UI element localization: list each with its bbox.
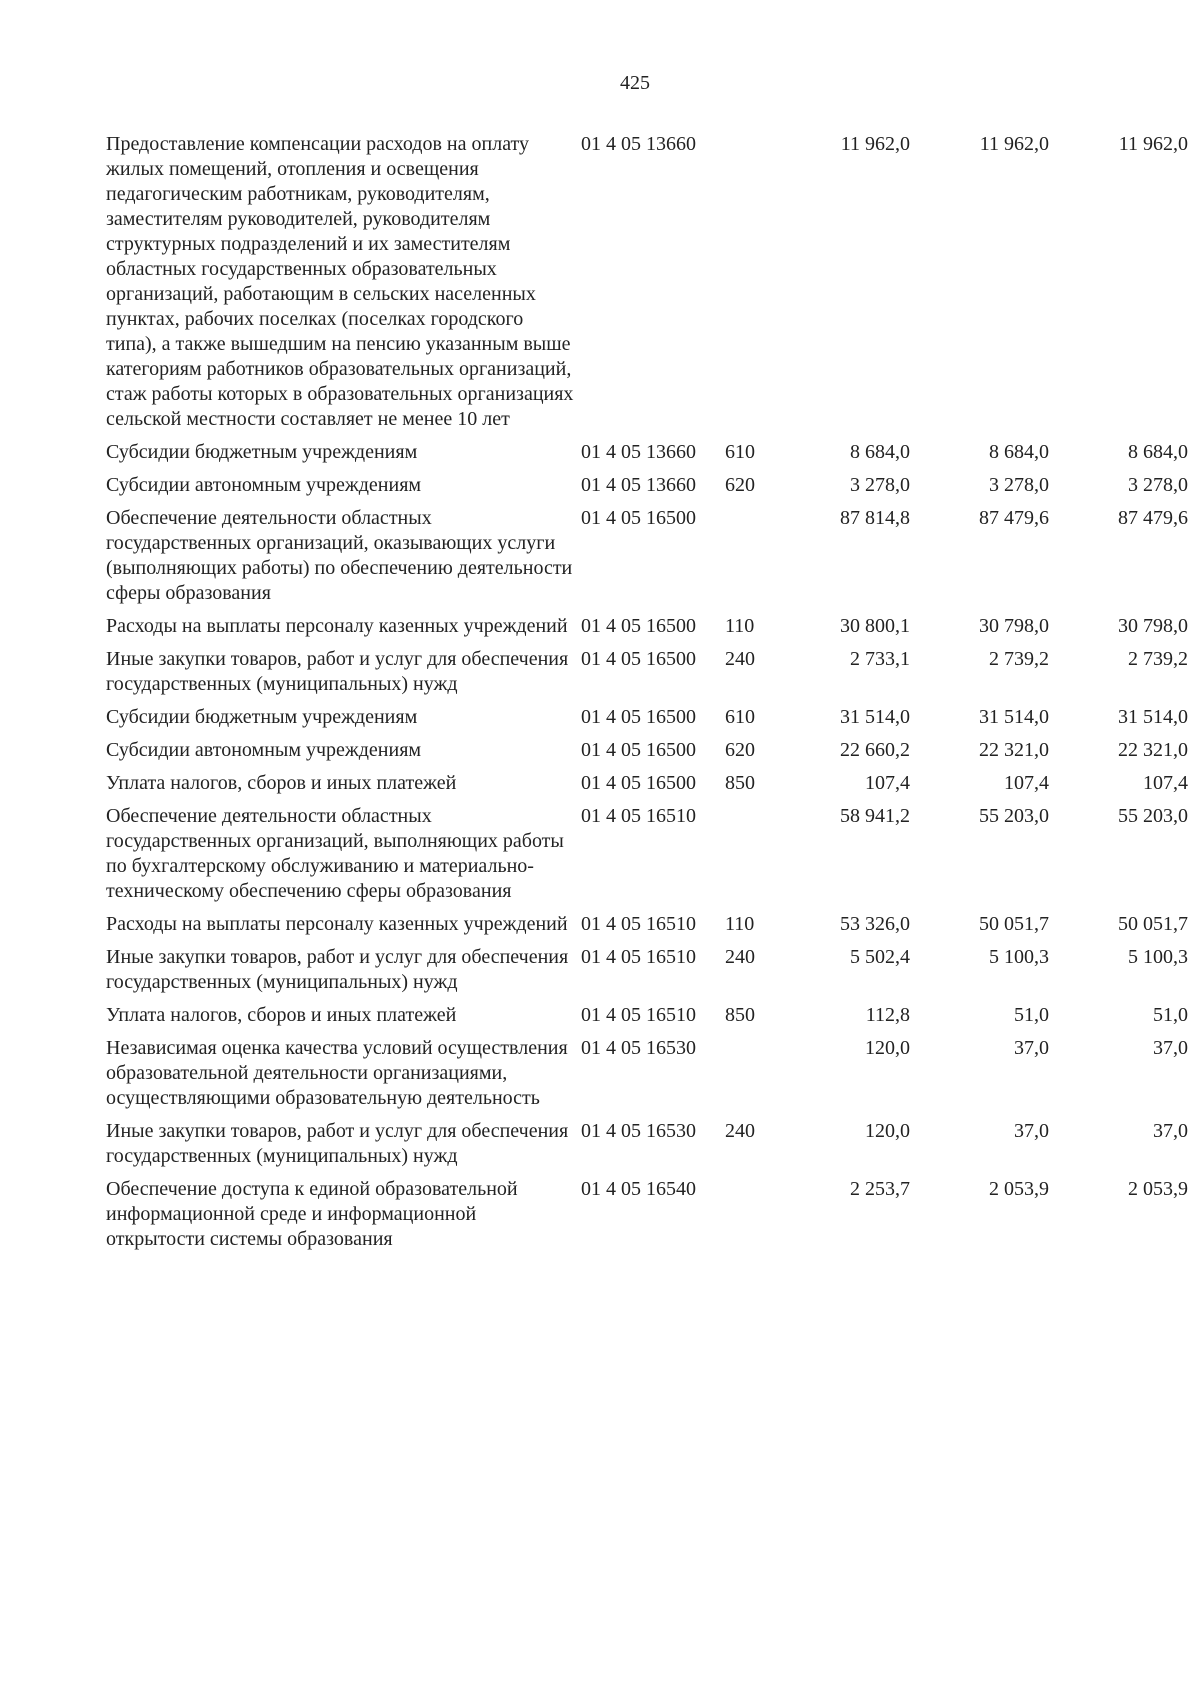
row-code: 01 4 05 16530 [581,1037,696,1059]
row-value-2: 2 739,2 [989,648,1049,670]
row-code: 01 4 05 13660 [581,133,696,155]
row-value-3: 55 203,0 [1118,805,1188,827]
row-value-2: 55 203,0 [979,805,1049,827]
table-row [106,473,1188,506]
row-expense-type: 620 [725,474,755,496]
budget-table [106,132,1188,1260]
row-expense-type [725,804,771,912]
row-value-2: 2 053,9 [989,1178,1049,1200]
row-expense-type: 110 [725,913,755,935]
row-value-2: 11 962,0 [979,133,1049,155]
row-value-2: 51,0 [1014,1004,1049,1026]
row-expense-type: 620 [725,739,755,761]
row-name: Расходы на выплаты персоналу казенных учреждений [106,615,568,637]
row-value-1: 30 800,1 [840,615,910,637]
row-value-2: 87 479,6 [979,507,1049,529]
row-value-2: 107,4 [1004,772,1049,794]
table-row [106,804,1188,912]
row-value-3: 30 798,0 [1118,615,1188,637]
table-row [106,647,1188,705]
table-row [106,738,1188,771]
row-value-1: 2 733,1 [850,648,910,670]
row-value-3: 107,4 [1143,772,1188,794]
row-value-2: 50 051,7 [979,913,1049,935]
row-value-1: 53 326,0 [840,913,910,935]
row-name: Субсидии бюджетным учреждениям [106,441,418,463]
row-name: Обеспечение деятельности областных государственных организаций, оказывающих услуги (выполняющих работы) по обеспечению деятельности сферы образования [106,507,573,604]
row-value-1: 22 660,2 [840,739,910,761]
row-name: Обеспечение деятельности областных государственных организаций, выполняющих работы по бухгалтерскому обслуживанию и материально-техническому обеспечению сферы образования [106,805,564,902]
row-code: 01 4 05 16510 [581,946,696,968]
row-name: Предоставление компенсации расходов на оплату жилых помещений, отопления и освещения педагогическим работникам, руководителям, заместителям руководителей, руководителям структурных подразделений и их заместителям областных государственных образовательных организаций, работающим в сельских населенных пунктах, рабочих поселках (поселках городского типа), а также вышедшим на пенсию указанным выше категориям работников образовательных организаций, стаж работы которых в образовательных организациях сельской местности составляет не менее 10 лет [106,133,574,430]
row-name: Субсидии бюджетным учреждениям [106,706,418,728]
row-expense-type [725,506,771,614]
table-body [106,132,1188,1260]
row-value-2: 37,0 [1014,1037,1049,1059]
row-expense-type: 850 [725,1004,755,1026]
row-expense-type: 610 [725,441,755,463]
row-value-3: 5 100,3 [1128,946,1188,968]
row-value-2: 37,0 [1014,1120,1049,1142]
row-code: 01 4 05 16500 [581,615,696,637]
row-value-1: 8 684,0 [850,441,910,463]
row-expense-type [725,1036,771,1119]
row-code: 01 4 05 16500 [581,648,696,670]
table-row [106,705,1188,738]
row-expense-type: 240 [725,946,755,968]
row-value-1: 87 814,8 [840,507,910,529]
row-value-3: 2 739,2 [1128,648,1188,670]
table-row [106,1036,1188,1119]
row-value-1: 2 253,7 [850,1178,910,1200]
table-row [106,132,1188,440]
table-row [106,912,1188,945]
row-name: Субсидии автономным учреждениям [106,474,422,496]
row-value-1: 58 941,2 [840,805,910,827]
row-code: 01 4 05 16500 [581,739,696,761]
row-value-3: 11 962,0 [1118,133,1188,155]
row-expense-type: 110 [725,615,755,637]
row-name: Субсидии автономным учреждениям [106,739,422,761]
table-row [106,614,1188,647]
table-row [106,440,1188,473]
row-value-1: 5 502,4 [850,946,910,968]
row-code: 01 4 05 13660 [581,474,696,496]
row-value-3: 87 479,6 [1118,507,1188,529]
row-name: Иные закупки товаров, работ и услуг для обеспечения государственных (муниципальных) нужд [106,648,569,695]
table-row [106,1177,1188,1260]
row-expense-type: 240 [725,648,755,670]
row-code: 01 4 05 16500 [581,772,696,794]
row-expense-type [725,1177,771,1260]
row-value-3: 51,0 [1153,1004,1188,1026]
row-value-1: 31 514,0 [840,706,910,728]
table-row [106,1119,1188,1177]
row-value-3: 37,0 [1153,1037,1188,1059]
table-row [106,506,1188,614]
row-name: Уплата налогов, сборов и иных платежей [106,1004,457,1026]
row-name: Независимая оценка качества условий осуществления образовательной деятельности организациями, осуществляющими образовательную деятельность [106,1037,568,1109]
row-value-2: 3 278,0 [989,474,1049,496]
row-value-2: 5 100,3 [989,946,1049,968]
row-expense-type: 610 [725,706,755,728]
row-value-2: 22 321,0 [979,739,1049,761]
row-name: Уплата налогов, сборов и иных платежей [106,772,457,794]
row-name: Обеспечение доступа к единой образовательной информационной среде и информационной открытости системы образования [106,1178,518,1250]
page-number: 425 [620,72,650,94]
row-value-1: 3 278,0 [850,474,910,496]
row-value-3: 31 514,0 [1118,706,1188,728]
row-value-2: 30 798,0 [979,615,1049,637]
row-name: Расходы на выплаты персоналу казенных учреждений [106,913,568,935]
row-value-1: 120,0 [865,1037,910,1059]
row-code: 01 4 05 13660 [581,441,696,463]
row-value-3: 8 684,0 [1128,441,1188,463]
row-value-2: 8 684,0 [989,441,1049,463]
table-row [106,771,1188,804]
row-code: 01 4 05 16500 [581,706,696,728]
row-value-3: 3 278,0 [1128,474,1188,496]
row-code: 01 4 05 16510 [581,805,696,827]
row-value-3: 37,0 [1153,1120,1188,1142]
row-value-3: 22 321,0 [1118,739,1188,761]
row-value-3: 50 051,7 [1118,913,1188,935]
row-expense-type [725,132,771,440]
table-row [106,945,1188,1003]
row-code: 01 4 05 16530 [581,1120,696,1142]
row-name: Иные закупки товаров, работ и услуг для обеспечения государственных (муниципальных) нужд [106,946,569,993]
row-value-1: 112,8 [865,1004,910,1026]
row-expense-type: 850 [725,772,755,794]
row-expense-type: 240 [725,1120,755,1142]
table-row [106,1003,1188,1036]
row-code: 01 4 05 16510 [581,1004,696,1026]
row-value-1: 120,0 [865,1120,910,1142]
row-value-1: 11 962,0 [840,133,910,155]
row-value-1: 107,4 [865,772,910,794]
row-code: 01 4 05 16500 [581,507,696,529]
row-code: 01 4 05 16510 [581,913,696,935]
row-name: Иные закупки товаров, работ и услуг для обеспечения государственных (муниципальных) нужд [106,1120,569,1167]
row-value-3: 2 053,9 [1128,1178,1188,1200]
row-code: 01 4 05 16540 [581,1178,696,1200]
row-value-2: 31 514,0 [979,706,1049,728]
